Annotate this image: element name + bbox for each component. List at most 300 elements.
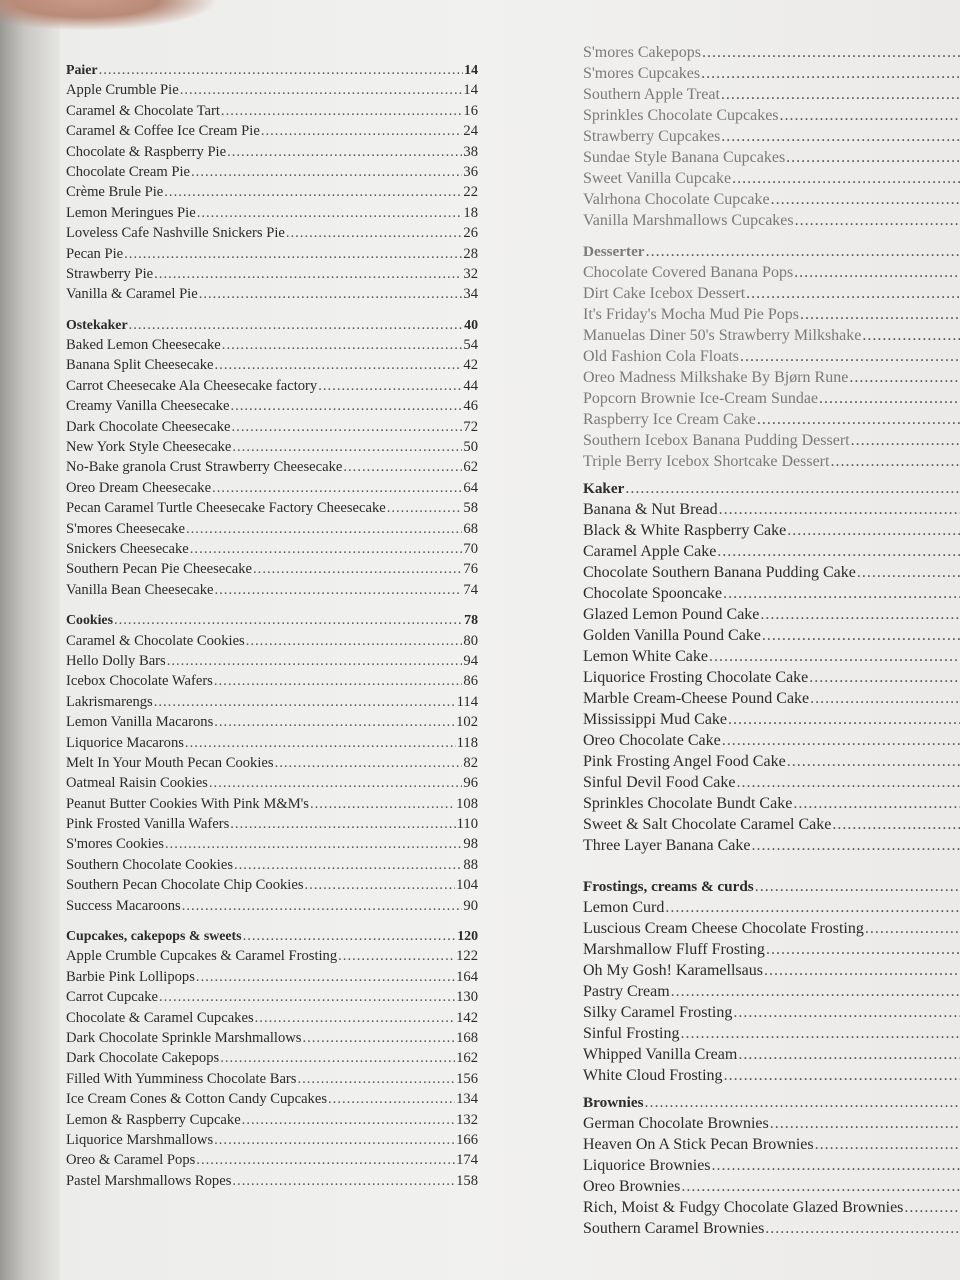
- toc-entry-name: S'mores Cookies: [66, 836, 164, 853]
- toc-entry: [583, 285, 960, 306]
- section-heading: [66, 62, 478, 82]
- toc-entry-page-number: 32: [463, 265, 478, 282]
- toc-entry: [66, 123, 478, 143]
- toc-entry: [66, 714, 478, 734]
- toc-entry-name: Rich, Moist & Fudgy Chocolate Glazed Brownies: [583, 1199, 904, 1216]
- leader-dots: [215, 582, 463, 599]
- leader-dots: [310, 796, 455, 813]
- leader-dots: [765, 1220, 960, 1238]
- toc-entry-page-number: 34: [463, 286, 478, 303]
- leader-dots: [159, 989, 455, 1006]
- toc-entry-page-number: 166: [456, 1131, 478, 1148]
- toc-entry: [66, 419, 478, 439]
- toc-entry-page-number: 104: [456, 877, 478, 894]
- toc-entry-page-number: 108: [456, 795, 478, 812]
- toc-entry-page-number: 102: [456, 714, 478, 731]
- toc-entry-name: Hello Dolly Bars: [66, 652, 166, 669]
- toc-entry-name: Baked Lemon Cheesecake: [66, 337, 221, 354]
- toc-entry-name: Loveless Cafe Nashville Snickers Pie: [66, 225, 285, 242]
- toc-entry-name: Pecan Caramel Turtle Cheesecake Factory Cheesecake: [66, 500, 386, 517]
- leader-dots: [305, 877, 456, 894]
- toc-section: [66, 307, 478, 602]
- toc-entry: [66, 205, 478, 225]
- toc-entry: [583, 1220, 960, 1241]
- toc-entry: [66, 286, 478, 306]
- toc-entry-name: Melt In Your Mouth Pecan Cookies: [66, 754, 274, 771]
- leader-dots: [795, 212, 960, 230]
- section-heading-name: Kaker: [583, 480, 625, 497]
- section-heading-page-number: 120: [457, 929, 478, 945]
- leader-dots: [196, 1152, 455, 1169]
- leader-dots: [186, 521, 462, 538]
- toc-entry: [583, 774, 960, 795]
- toc-entry: [66, 796, 478, 816]
- toc-entry-name: German Chocolate Brownies: [583, 1115, 769, 1132]
- toc-entry-name: Silky Caramel Frosting: [583, 1004, 733, 1021]
- toc-entry-page-number: 164: [456, 968, 478, 985]
- leader-dots: [764, 962, 960, 980]
- toc-entry: [66, 694, 478, 714]
- toc-entry: [583, 543, 960, 564]
- section-heading: [583, 480, 960, 501]
- toc-entry-page-number: 174: [456, 1152, 478, 1169]
- toc-entry-name: S'mores Cupcakes: [583, 65, 701, 82]
- toc-entry-page-number: 28: [463, 245, 478, 262]
- toc-entry-name: Snickers Cheesecake: [66, 540, 189, 557]
- toc-entry: [66, 357, 478, 377]
- toc-entry-name: Chocolate & Caramel Cupcakes: [66, 1009, 254, 1026]
- toc-entry: [66, 561, 478, 581]
- toc-entry-page-number: 16: [463, 102, 478, 119]
- toc-section: [583, 474, 960, 858]
- toc-entry-page-number: 118: [456, 734, 478, 751]
- leader-dots: [214, 714, 455, 731]
- leader-dots: [246, 633, 463, 650]
- toc-entry-name: Vanilla Marshmallows Cupcakes: [583, 212, 794, 229]
- toc-entry-name: Southern Icebox Banana Pudding Dessert: [583, 432, 850, 449]
- toc-entry-name: Caramel Apple Cake: [583, 543, 717, 560]
- leader-dots: [167, 653, 463, 670]
- toc-entry-name: Pastel Marshmallows Ropes: [66, 1172, 232, 1189]
- toc-entry-name: Old Fashion Cola Floats: [583, 348, 740, 365]
- leader-dots: [762, 627, 960, 645]
- toc-entry-name: Chocolate Southern Banana Pudding Cake: [583, 564, 856, 581]
- leader-dots: [191, 164, 462, 181]
- toc-entry: [583, 690, 960, 711]
- toc-entry: [66, 755, 478, 775]
- leader-dots: [832, 816, 960, 834]
- leader-dots: [724, 1067, 960, 1085]
- toc-entry: [583, 920, 960, 941]
- leader-dots: [757, 411, 960, 429]
- section-heading-page-number: 14: [464, 63, 478, 78]
- toc-entry-name: Raspberry Ice Cream Cake: [583, 411, 756, 428]
- toc-entry-page-number: 122: [456, 948, 478, 965]
- toc-entry-name: Three Layer Banana Cake: [583, 837, 751, 854]
- toc-entry-name: Oh My Gosh! Karamellsaus: [583, 962, 763, 979]
- toc-entry-name: Barbie Pink Lollipops: [66, 968, 195, 985]
- leader-dots: [302, 1030, 455, 1047]
- toc-entry-name: Chocolate Spooncake: [583, 585, 723, 602]
- toc-entry-name: Crème Brule Pie: [66, 184, 164, 201]
- section-heading-name: Brownies: [583, 1094, 644, 1111]
- section-heading: [583, 878, 960, 899]
- toc-entry-page-number: 50: [463, 439, 478, 456]
- toc-entry-name: S'mores Cheesecake: [66, 520, 185, 537]
- toc-entry-page-number: 58: [463, 500, 478, 517]
- toc-entry: [583, 648, 960, 669]
- toc-entry: [66, 898, 478, 918]
- leader-dots: [809, 669, 960, 687]
- leader-dots: [728, 711, 960, 729]
- thumb: [0, 0, 215, 30]
- leader-dots: [712, 1157, 960, 1175]
- toc-entry-page-number: 114: [456, 693, 478, 710]
- toc-entry-name: Oreo Brownies: [583, 1178, 681, 1195]
- toc-entry: [66, 1173, 478, 1193]
- toc-entry: [66, 653, 478, 673]
- toc-entry: [66, 82, 478, 102]
- toc-entry-name: Whipped Vanilla Cream: [583, 1046, 738, 1063]
- toc-entry-name: Marshmallow Fluff Frosting: [583, 941, 765, 958]
- toc-section: [66, 602, 478, 918]
- book-spine: [0, 0, 60, 1280]
- leader-dots: [243, 928, 457, 945]
- toc-entry: [583, 1004, 960, 1025]
- toc-entry: [583, 669, 960, 690]
- section-heading: [583, 1094, 960, 1115]
- toc-entry-name: Oreo Chocolate Cake: [583, 732, 721, 749]
- toc-entry: [66, 877, 478, 897]
- toc-entry-page-number: 76: [463, 561, 478, 578]
- section-heading: [66, 317, 478, 337]
- toc-entry-name: Liquorice Brownies: [583, 1157, 711, 1174]
- toc-entry: [583, 1115, 960, 1136]
- section-heading-name: Paier: [66, 63, 98, 78]
- leader-dots: [786, 149, 960, 167]
- toc-entry-page-number: 44: [463, 377, 478, 394]
- leader-dots: [723, 585, 960, 603]
- toc-section: [583, 233, 960, 474]
- leader-dots: [209, 775, 463, 792]
- toc-entry-name: Carrot Cheesecake Ala Cheesecake factory: [66, 377, 318, 394]
- toc-entry: [583, 962, 960, 983]
- leader-dots: [222, 337, 463, 354]
- toc-entry-page-number: 62: [463, 459, 478, 476]
- section-heading-name: Desserter: [583, 243, 645, 260]
- leader-dots: [733, 1004, 960, 1022]
- toc-entry-name: Creamy Vanilla Cheesecake: [66, 398, 230, 415]
- toc-entry-name: Apple Crumble Cupcakes & Caramel Frosting: [66, 948, 338, 965]
- leader-dots: [318, 378, 462, 395]
- toc-entry-name: Heaven On A Stick Pecan Brownies: [583, 1136, 814, 1153]
- toc-entry: [583, 732, 960, 753]
- toc-entry-name: White Cloud Frosting: [583, 1067, 723, 1084]
- toc-entry-name: Black & White Raspberry Cake: [583, 522, 787, 539]
- leader-dots: [722, 732, 960, 750]
- toc-entry-name: Caramel & Chocolate Cookies: [66, 632, 245, 649]
- toc-entry-page-number: 70: [463, 540, 478, 557]
- toc-entry: [66, 439, 478, 459]
- toc-entry: [583, 212, 960, 233]
- leader-dots: [124, 246, 462, 263]
- toc-entry: [66, 480, 478, 500]
- leader-dots: [800, 306, 960, 324]
- toc-entry-name: Mississippi Mud Cake: [583, 711, 728, 728]
- leader-dots: [129, 317, 464, 334]
- leader-dots: [297, 1071, 455, 1088]
- section-heading: [66, 928, 478, 948]
- toc-entry: [583, 941, 960, 962]
- toc-entry-name: Ice Cream Cones & Cotton Candy Cupcakes: [66, 1091, 328, 1108]
- leader-dots: [709, 648, 960, 666]
- toc-entry: [66, 1091, 478, 1111]
- toc-entry: [583, 348, 960, 369]
- leader-dots: [766, 941, 960, 959]
- toc-entry: [583, 1199, 960, 1220]
- leader-dots: [701, 65, 960, 83]
- toc-entry-page-number: 54: [463, 337, 478, 354]
- toc-entry-name: Oreo Dream Cheesecake: [66, 479, 212, 496]
- leader-dots: [721, 128, 960, 146]
- toc-entry-name: Sweet Vanilla Cupcake: [583, 170, 732, 187]
- toc-entry-name: Sinful Devil Food Cake: [583, 774, 736, 791]
- section-heading: [66, 612, 478, 632]
- toc-entry: [583, 711, 960, 732]
- leader-dots: [164, 184, 462, 201]
- toc-entry-name: Southern Caramel Brownies: [583, 1220, 765, 1237]
- toc-entry-name: Lemon Vanilla Macarons: [66, 714, 214, 731]
- toc-entry: [583, 191, 960, 212]
- leader-dots: [242, 1112, 455, 1129]
- toc-entry-name: Manuelas Diner 50's Strawberry Milkshake: [583, 327, 862, 344]
- toc-entry: [66, 459, 478, 479]
- toc-entry: [66, 144, 478, 164]
- toc-entry-name: Sinful Frosting: [583, 1025, 680, 1042]
- toc-entry-name: New York Style Cheesecake: [66, 439, 232, 456]
- leader-dots: [751, 837, 960, 855]
- toc-entry: [583, 411, 960, 432]
- toc-entry-name: Triple Berry Icebox Shortcake Dessert: [583, 453, 830, 470]
- toc-entry-name: Chocolate & Raspberry Pie: [66, 143, 227, 160]
- toc-section: [583, 44, 960, 233]
- leader-dots: [794, 264, 960, 282]
- toc-entry: [583, 1025, 960, 1046]
- leader-dots: [780, 107, 960, 125]
- toc-entry-page-number: 134: [456, 1091, 478, 1108]
- leader-dots: [154, 694, 456, 711]
- toc-entry-name: Sprinkles Chocolate Bundt Cake: [583, 795, 793, 812]
- toc-entry-name: It's Friday's Mocha Mud Pie Pops: [583, 306, 799, 323]
- toc-entry-name: Lemon Meringues Pie: [66, 204, 196, 221]
- leader-dots: [185, 735, 456, 752]
- leader-dots: [343, 459, 462, 476]
- leader-dots: [253, 561, 462, 578]
- toc-entry: [583, 128, 960, 149]
- toc-entry-name: Sweet & Salt Chocolate Caramel Cake: [583, 816, 832, 833]
- toc-entry: [583, 264, 960, 285]
- toc-entry-name: Liquorice Marshmallows: [66, 1131, 214, 1148]
- toc-right-column: [583, 44, 960, 1241]
- toc-entry-name: Southern Apple Treat: [583, 86, 720, 103]
- toc-entry-name: Popcorn Brownie Ice-Cream Sundae: [583, 390, 819, 407]
- toc-entry: [583, 1067, 960, 1088]
- toc-entry: [66, 1112, 478, 1132]
- toc-entry-name: Strawberry Cupcakes: [583, 128, 721, 145]
- toc-entry-page-number: 64: [463, 479, 478, 496]
- toc-entry-name: Lemon Curd: [583, 899, 665, 916]
- leader-dots: [830, 453, 960, 471]
- leader-dots: [197, 205, 463, 222]
- toc-entry: [583, 585, 960, 606]
- toc-entry: [66, 337, 478, 357]
- toc-entry-name: Chocolate Covered Banana Pops: [583, 264, 794, 281]
- toc-entry: [66, 969, 478, 989]
- toc-entry-page-number: 86: [463, 673, 478, 690]
- toc-entry-page-number: 156: [456, 1070, 478, 1087]
- leader-dots: [680, 1025, 960, 1043]
- section-heading-name: Cupcakes, cakepops & sweets: [66, 929, 242, 945]
- toc-section: [66, 62, 478, 307]
- leader-dots: [227, 144, 462, 161]
- leader-dots: [819, 390, 960, 408]
- toc-entry-name: Oreo Madness Milkshake By Bjørn Rune: [583, 369, 849, 386]
- leader-dots: [275, 755, 463, 772]
- toc-entry-name: Sundae Style Banana Cupcakes: [583, 149, 786, 166]
- leader-dots: [154, 266, 462, 283]
- toc-left-column: [66, 62, 478, 1193]
- toc-entry-page-number: 94: [463, 652, 478, 669]
- toc-entry: [66, 103, 478, 123]
- toc-entry-name: Oatmeal Raisin Cookies: [66, 775, 208, 792]
- toc-entry: [583, 432, 960, 453]
- leader-dots: [646, 243, 960, 261]
- section-heading-name: Ostekaker: [66, 317, 128, 333]
- toc-entry-page-number: 42: [463, 357, 478, 374]
- section-heading-name: Cookies: [66, 613, 113, 629]
- toc-entry-page-number: 130: [456, 989, 478, 1006]
- toc-entry-name: Vanilla Bean Cheesecake: [66, 581, 214, 598]
- leader-dots: [849, 369, 960, 387]
- leader-dots: [165, 836, 463, 853]
- toc-entry-name: Apple Crumble Pie: [66, 82, 179, 99]
- toc-entry: [66, 1152, 478, 1172]
- toc-entry-name: Icebox Chocolate Wafers: [66, 673, 213, 690]
- leader-dots: [738, 1046, 960, 1064]
- leader-dots: [230, 398, 462, 415]
- toc-entry-name: Liquorice Macarons: [66, 734, 184, 751]
- leader-dots: [234, 857, 462, 874]
- toc-entry-name: Glazed Lemon Pound Cake: [583, 606, 760, 623]
- leader-dots: [746, 285, 960, 303]
- toc-entry-name: Dark Chocolate Cheesecake: [66, 418, 231, 435]
- toc-entry-name: Oreo & Caramel Pops: [66, 1152, 196, 1169]
- leader-dots: [180, 82, 463, 99]
- toc-entry-name: Southern Chocolate Cookies: [66, 856, 233, 873]
- leader-dots: [681, 1178, 960, 1196]
- toc-entry-page-number: 110: [456, 816, 478, 833]
- leader-dots: [182, 898, 463, 915]
- toc-entry-name: Banana & Nut Bread: [583, 501, 718, 518]
- toc-entry: [583, 899, 960, 920]
- toc-entry: [66, 398, 478, 418]
- toc-entry-name: Caramel & Chocolate Tart: [66, 102, 220, 119]
- toc-entry: [66, 1050, 478, 1070]
- leader-dots: [862, 327, 960, 345]
- section-heading-page-number: 78: [464, 613, 478, 629]
- toc-entry-page-number: 36: [463, 163, 478, 180]
- toc-entry-page-number: 68: [463, 520, 478, 537]
- leader-dots: [99, 62, 464, 79]
- toc-entry-name: Pecan Pie: [66, 245, 124, 262]
- toc-entry: [583, 627, 960, 648]
- toc-entry-name: Marble Cream-Cheese Pound Cake: [583, 690, 810, 707]
- toc-entry-page-number: 90: [463, 897, 478, 914]
- leader-dots: [771, 191, 960, 209]
- toc-entry: [583, 816, 960, 837]
- toc-entry: [583, 753, 960, 774]
- toc-entry-name: Carrot Cupcake: [66, 989, 158, 1006]
- toc-entry-name: Pink Frosted Vanilla Wafers: [66, 816, 230, 833]
- leader-dots: [199, 286, 463, 303]
- toc-entry-page-number: 26: [463, 225, 478, 242]
- leader-dots: [904, 1199, 960, 1217]
- toc-entry-name: Lemon White Cake: [583, 648, 708, 665]
- leader-dots: [625, 480, 960, 498]
- toc-entry-page-number: 96: [463, 775, 478, 792]
- toc-entry-page-number: 74: [463, 581, 478, 598]
- leader-dots: [387, 500, 463, 517]
- toc-entry: [66, 989, 478, 1009]
- toc-entry-name: Liquorice Frosting Chocolate Cake: [583, 669, 809, 686]
- leader-dots: [732, 170, 960, 188]
- toc-entry-page-number: 158: [456, 1172, 478, 1189]
- toc-entry: [583, 1178, 960, 1199]
- leader-dots: [857, 564, 960, 582]
- toc-entry-name: Peanut Butter Cookies With Pink M&M's: [66, 795, 309, 812]
- toc-entry-name: Caramel & Coffee Ice Cream Pie: [66, 123, 260, 140]
- toc-entry-name: Southern Pecan Chocolate Chip Cookies: [66, 877, 304, 894]
- section-heading-name: Frostings, creams & curds: [583, 878, 754, 895]
- toc-entry-name: Pastry Cream: [583, 983, 670, 1000]
- toc-entry-name: Southern Pecan Pie Cheesecake: [66, 561, 253, 578]
- toc-entry: [583, 795, 960, 816]
- toc-entry: [583, 107, 960, 128]
- leader-dots: [232, 439, 462, 456]
- toc-entry-name: S'mores Cakepops: [583, 44, 701, 61]
- toc-section: [583, 858, 960, 1088]
- toc-entry-page-number: 82: [463, 754, 478, 771]
- leader-dots: [671, 983, 960, 1001]
- toc-entry-page-number: 98: [463, 836, 478, 853]
- section-heading: [583, 243, 960, 264]
- leader-dots: [717, 543, 960, 561]
- toc-entry-name: Sprinkles Chocolate Cupcakes: [583, 107, 779, 124]
- leader-dots: [665, 899, 960, 917]
- section-gap: [66, 918, 478, 928]
- toc-entry-page-number: 142: [456, 1009, 478, 1026]
- toc-entry-name: Lakrismarengs: [66, 693, 153, 710]
- leader-dots: [196, 969, 455, 986]
- toc-entry: [66, 816, 478, 836]
- toc-entry: [66, 775, 478, 795]
- toc-entry: [66, 184, 478, 204]
- leader-dots: [286, 225, 463, 242]
- toc-entry-name: Filled With Yumminess Chocolate Bars: [66, 1070, 297, 1087]
- toc-entry-name: Strawberry Pie: [66, 265, 154, 282]
- toc-entry: [66, 836, 478, 856]
- section-gap: [583, 233, 960, 243]
